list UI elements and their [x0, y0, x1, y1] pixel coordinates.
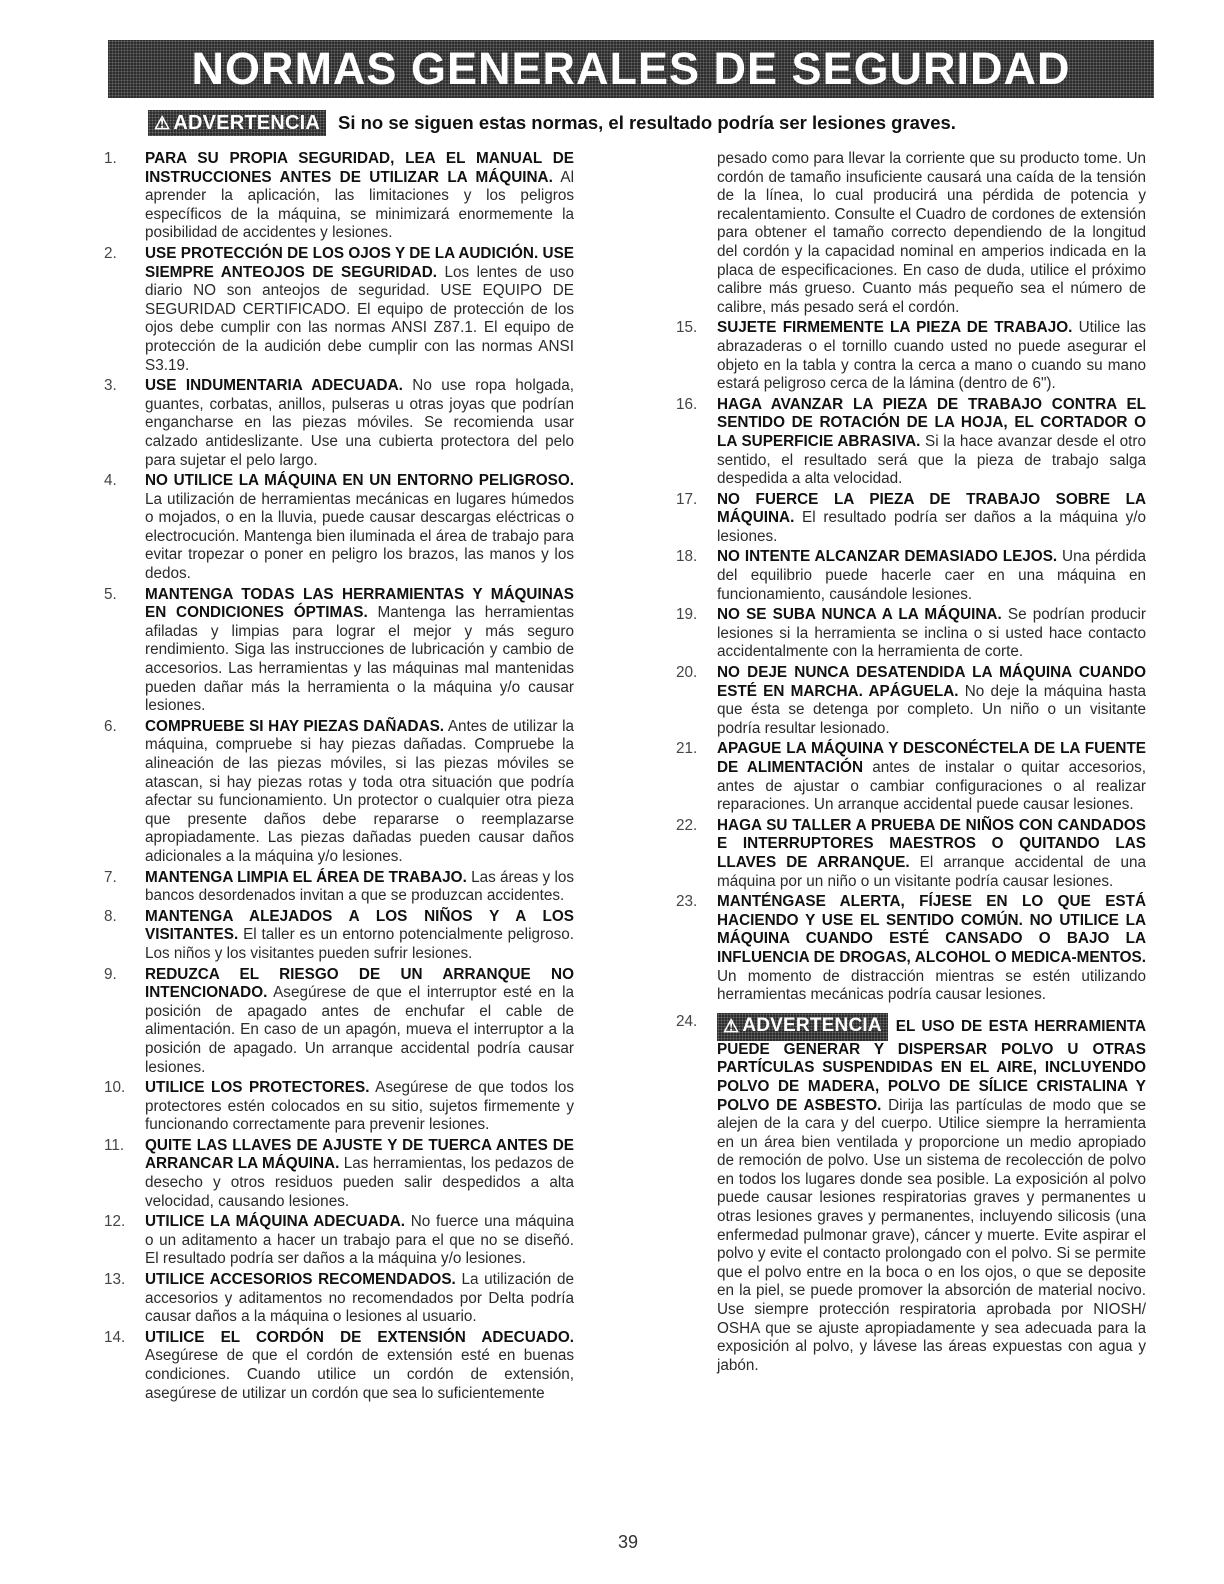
warning-badge: ⚠ ADVERTENCIA	[717, 1013, 888, 1041]
safety-rule: 12. UTILICE LA MÁQUINA ADECUADA. No fuerce una máquina o un aditamento a hacer un trabajo para el que no se diseñó. El resultado podría ser daños a la máquina y/o lesiones.	[104, 1213, 574, 1268]
safety-rule: 11. QUITE LAS LLAVES DE AJUSTE Y DE TUERCA ANTES DE ARRANCAR LA MÁQUINA. Las herramientas, los pedazos de desecho y otros residuos pueden salir despedidos a alta velocidad, causando lesiones.	[104, 1136, 575, 1210]
safety-rule-dust-warning: 24. ⚠ ADVERTENCIA EL USO DE ESTA HERRAMIENTA PUEDE GENERAR Y DISPERSAR POLVO U OTRAS PARTÍCULAS SUSPENDIDAS EN EL AIRE, INCLUYENDO POLVO DE MADERA, POLVO DE SÍLICE CRISTALINA Y POLVO DE ASBESTO. Dirija las partículas de modo que se alejen de la cara y del cuerpo. Utilice siempre la herramienta en un área bien ventilada y proporcione un medio apropiado de remoción de polvo. Use un sistema de recolección de polvo en todos los lugares donde sea posible. La exposición al polvo puede causar lesiones respiratorias graves y permanentes u otras lesiones graves y permanentes, incluyendo silicosis (una enfermedad pulmonar grave), cáncer y muerte. Evite aspirar el polvo y evite el contacto prolongado con el polvo. Si se permite que el polvo entre en la boca o en los ojos, o que se deposite en la piel, se puede promover la absorción de material nocivo. Use siempre protección respiratoria aprobada por NIOSH/ OSHA que se ajuste apropiadamente y sea adecuada para la exposición al polvo, y lávese las áreas expuestas con agua y jabón.	[676, 1012, 1146, 1374]
safety-rule: 3. USE INDUMENTARIA ADECUADA. No use ropa holgada, guantes, corbatas, anillos, pulseras u otras joyas que podrían engancharse en las piezas móviles. Se recomienda usar calzado antideslizante. Use una cubierta protectora del pelo para sujetar el pelo largo.	[104, 377, 574, 469]
rule-14-continuation: pesado como para llevar la corriente que su producto tome. Un cordón de tamaño insuficiente causará una caída de la tensión de la línea, lo cual producirá una pérdida de potencia y recalentamiento. Consulte el Cuadro de cordones de extensión para obtener el tamaño correcto dependiendo de la longitud del cordón y la capacidad nominal en amperios indicada en la placa de especificaciones. En caso de duda, utilice el próximo calibre más grueso. Cuanto más pequeño sea el número de calibre, más pesado será el cordón.	[717, 150, 1146, 316]
safety-rule: 6. COMPRUEBE SI HAY PIEZAS DAÑADAS. Antes de utilizar la máquina, compruebe si hay piezas dañadas. Compruebe la alineación de las piezas móviles, si las piezas móviles se atascan, si hay piezas rotas y toda otra situación que podría afectar su funcionamiento. Un protector o cualquier otra pieza que presente daños debe repararse o reemplazarse apropiadamente. Las piezas dañadas pueden causar daños adicionales a la máquina y/o lesiones.	[104, 717, 574, 865]
title-banner	[108, 40, 1154, 98]
safety-rule: 19. NO SE SUBA NUNCA A LA MÁQUINA. Se podrían producir lesiones si la herramienta se inclina o si usted hace contacto accidentalmente con la herramienta de corte.	[676, 606, 1147, 661]
safety-rule: 18. NO INTENTE ALCANZAR DEMASIADO LEJOS. Una pérdida del equilibrio puede hacerle caer en una máquina en funcionamiento, causándole lesiones.	[676, 548, 1146, 603]
safety-rule: 1. PARA SU PROPIA SEGURIDAD, LEA EL MANUAL DE INSTRUCCIONES ANTES DE UTILIZAR LA MÁQUINA. Al aprender la aplicación, las limitaciones y los peligros específicos de la máquina, se minimizará enormemente la posibilidad de accidentes y lesiones.	[104, 150, 574, 242]
safety-rule: 10. UTILICE LOS PROTECTORES. Asegúrese de que todos los protectores estén colocados en su sitio, sujetos firmemente y funcionando correctamente para prevenir lesiones.	[104, 1079, 575, 1134]
safety-rule: 14. UTILICE EL CORDÓN DE EXTENSIÓN ADECUADO. Asegúrese de que el cordón de extensión esté en buenas condiciones. Cuando utilice un cordón de extensión, asegúrese de utilizar un cordón que sea lo suficientemente	[104, 1328, 574, 1402]
warning-line	[148, 108, 1148, 138]
safety-rule: 15. SUJETE FIRMEMENTE LA PIEZA DE TRABAJO. Utilice las abrazaderas o el tornillo cuando usted no puede asegurar el objeto en la tabla y contra la cerca a mano o cuando su mano estará peligroso cerca de la lámina (dentro de 6").	[676, 319, 1146, 393]
safety-rule: 2. USE PROTECCIÓN DE LOS OJOS Y DE LA AUDICIÓN. USE SIEMPRE ANTEOJOS DE SEGURIDAD. Los lentes de uso diario NO son anteojos de seguridad. USE EQUIPO DE SEGURIDAD CERTIFICADO. El equipo de protección de los ojos debe cumplir con las normas ANSI Z87.1. El equipo de protección de la audición debe cumplir con las normas ANSI S3.19.	[104, 244, 574, 374]
page-number: 39	[618, 1532, 639, 1552]
safety-rule: 16. HAGA AVANZAR LA PIEZA DE TRABAJO CONTRA EL SENTIDO DE ROTACIÓN DE LA HOJA, EL CORTADOR O LA SUPERFICIE ABRASIVA. Si la hace avanzar desde el otro sentido, el resultado será que la pieza de trabajo salga despedida a alta velocidad.	[676, 395, 1146, 488]
safety-rule: 13. UTILICE ACCESORIOS RECOMENDADOS. La utilización de accesorios y aditamentos no recomendados por Delta podría causar daños a la máquina o lesiones al usuario.	[104, 1271, 574, 1326]
warning-triangle-icon: ⚠	[723, 1016, 740, 1037]
safety-rule: 7. MANTENGA LIMPIA EL ÁREA DE TRABAJO. Las áreas y los bancos desordenados invitan a que se produzcan accidentes.	[104, 868, 575, 905]
safety-rule: 5. MANTENGA TODAS LAS HERRAMIENTAS Y MÁQUINAS EN CONDICIONES ÓPTIMAS. Mantenga las herramientas afiladas y limpias para lograr el mejor y más seguro rendimiento. Siga las instrucciones de lubricación y cambio de accesorios. Las herramientas y las máquinas mal mantenidas pueden dañar más la herramienta o la máquina y/o causar lesiones.	[104, 585, 575, 715]
warning-triangle-icon: ⚠	[154, 112, 171, 133]
left-column	[104, 150, 574, 1405]
warning-badge: ⚠ ADVERTENCIA	[148, 110, 326, 136]
safety-rule: 23. MANTÉNGASE ALERTA, FÍJESE EN LO QUE ESTÁ HACIENDO Y USE EL SENTIDO COMÚN. NO UTILICE LA MÁQUINA CUANDO ESTÉ CANSADO O BAJO LA INFLUENCIA DE DROGAS, ALCOHOL O MEDICA-MENTOS. Un momento de distracción mientras se estén utilizando herramientas mecánicas podría causar lesiones.	[676, 893, 1146, 1004]
safety-rule: 21. APAGUE LA MÁQUINA Y DESCONÉCTELA DE LA FUENTE DE ALIMENTACIÓN antes de instalar o quitar accesorios, antes de ajustar o cambiar configuraciones o al realizar reparaciones. Un arranque accidental puede causar lesiones.	[676, 740, 1146, 814]
safety-rule: 4. NO UTILICE LA MÁQUINA EN UN ENTORNO PELIGROSO. La utilización de herramientas mecánicas en lugares húmedos o mojados, o en la lluvia, puede causar descargas eléctricas o electrocución. Mantenga bien iluminada el área de trabajo para evitar tropezar o poner en peligro los brazos, las manos y los dedos.	[104, 472, 574, 583]
page-title: NORMAS GENERALES DE SEGURIDAD	[191, 43, 1071, 94]
safety-rule: 20. NO DEJE NUNCA DESATENDIDA LA MÁQUINA CUANDO ESTÉ EN MARCHA. APÁGUELA. No deje la máquina hasta que ésta se detenga por completo. Un niño o un visitante podría resultar lesionado.	[676, 664, 1147, 737]
safety-rule: 22. HAGA SU TALLER A PRUEBA DE NIÑOS CON CANDADOS E INTERRUPTORES MAESTROS O QUITANDO LAS LLAVES DE ARRANQUE. El arranque accidental de una máquina por un niño o un visitante podría causar lesiones.	[676, 816, 1146, 890]
safety-rule: 17. NO FUERCE LA PIEZA DE TRABAJO SOBRE LA MÁQUINA. El resultado podría ser daños a la máquina y/o lesiones.	[676, 490, 1146, 545]
right-column	[676, 150, 1146, 1377]
warning-text: Si no se siguen estas normas, el resultado podría ser lesiones graves.	[338, 112, 956, 133]
safety-rule: 8. MANTENGA ALEJADOS A LOS NIÑOS Y A LOS VISITANTES. El taller es un entorno potencialmente peligroso. Los niños y los visitantes pueden sufrir lesiones.	[104, 907, 574, 962]
safety-rule: 9. REDUZCA EL RIESGO DE UN ARRANQUE NO INTENCIONADO. Asegúrese de que el interruptor esté en la posición de apagado antes de enchufar el cable de alimentación. En caso de un apagón, mueva el interruptor a la posición de apagado. Un arranque accidental podría causar lesiones.	[104, 965, 575, 1076]
